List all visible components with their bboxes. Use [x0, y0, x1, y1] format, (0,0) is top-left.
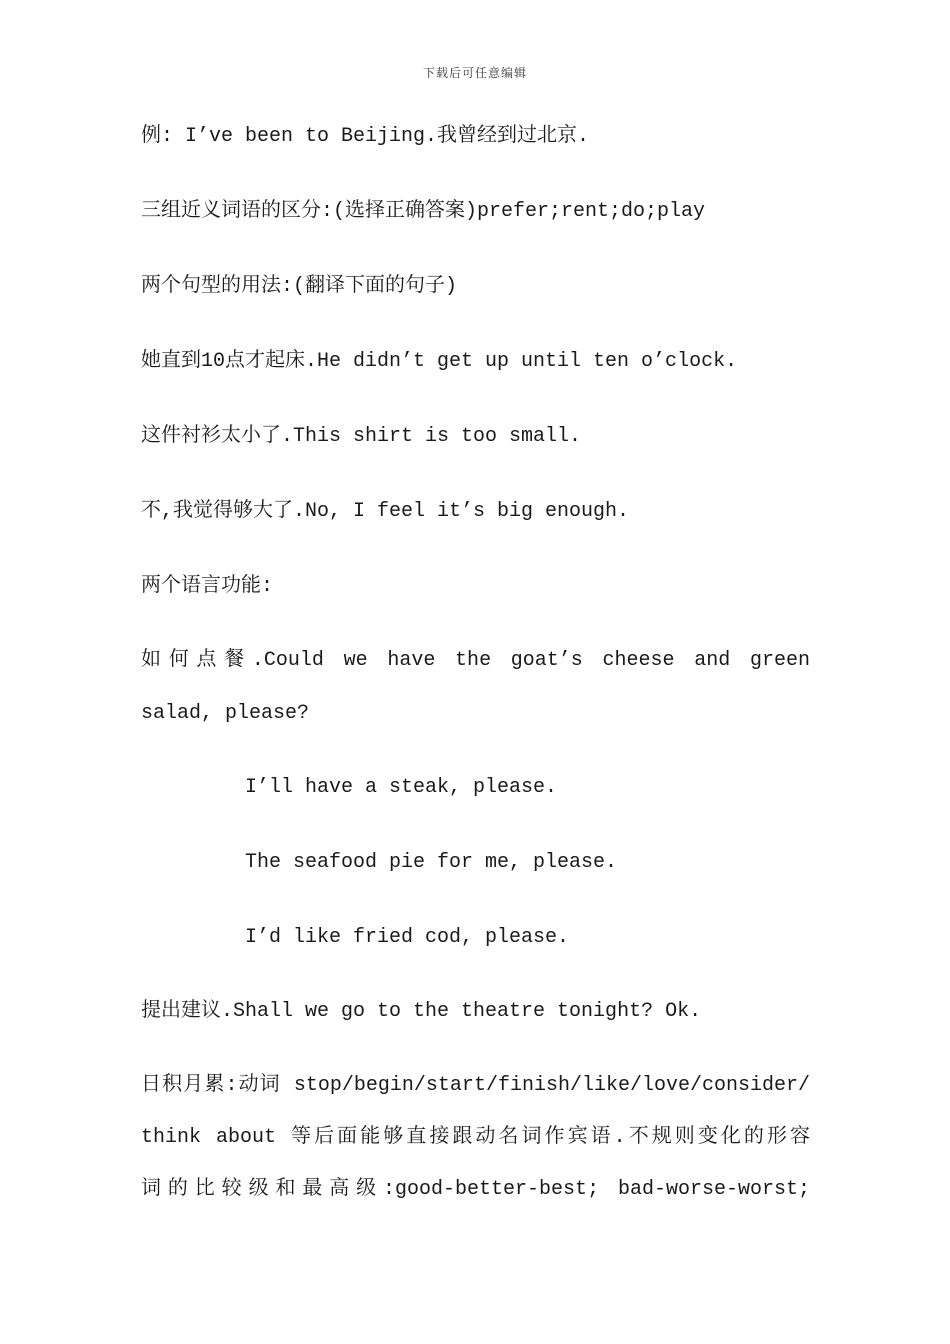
- sentence-line-3: 不,我觉得够大了.No, I feel it’s big enough.: [141, 500, 630, 523]
- ordering-example-1: I’ll have a steak, please.: [245, 776, 558, 799]
- sentence-line-2: 这件衬衫太小了.This shirt is too small.: [141, 425, 582, 448]
- accumulation-line-2: think about 等后面能够直接跟动名词作宾语.不规则变化的形容: [141, 1126, 810, 1149]
- suggestion-line: 提出建议.Shall we go to the theatre tonight? Ok.: [141, 1000, 702, 1023]
- ordering-line-2: salad, please?: [141, 702, 310, 725]
- page-header: 下载后可任意编辑: [422, 66, 527, 80]
- sentence-patterns-heading: 两个句型的用法:(翻译下面的句子): [141, 275, 458, 298]
- ordering-example-3: I’d like fried cod, please.: [245, 926, 570, 949]
- synonyms-line: 三组近义词语的区分:(选择正确答案)prefer;rent;do;play: [141, 200, 706, 223]
- accumulation-line-3: 词的比较级和最高级:good-better-best; bad-worse-worst;: [141, 1178, 810, 1201]
- ordering-example-2: The seafood pie for me, please.: [245, 851, 618, 874]
- example-line: 例: I’ve been to Beijing.我曾经到过北京.: [141, 125, 590, 148]
- language-functions-heading: 两个语言功能:: [141, 575, 274, 598]
- ordering-line-1: 如何点餐.Could we have the goat’s cheese and green: [141, 649, 810, 672]
- sentence-line-1: 她直到10点才起床.He didn’t get up until ten o’clock.: [141, 350, 738, 373]
- accumulation-line-1: 日积月累:动词 stop/begin/start/finish/like/love/consider/: [141, 1074, 810, 1097]
